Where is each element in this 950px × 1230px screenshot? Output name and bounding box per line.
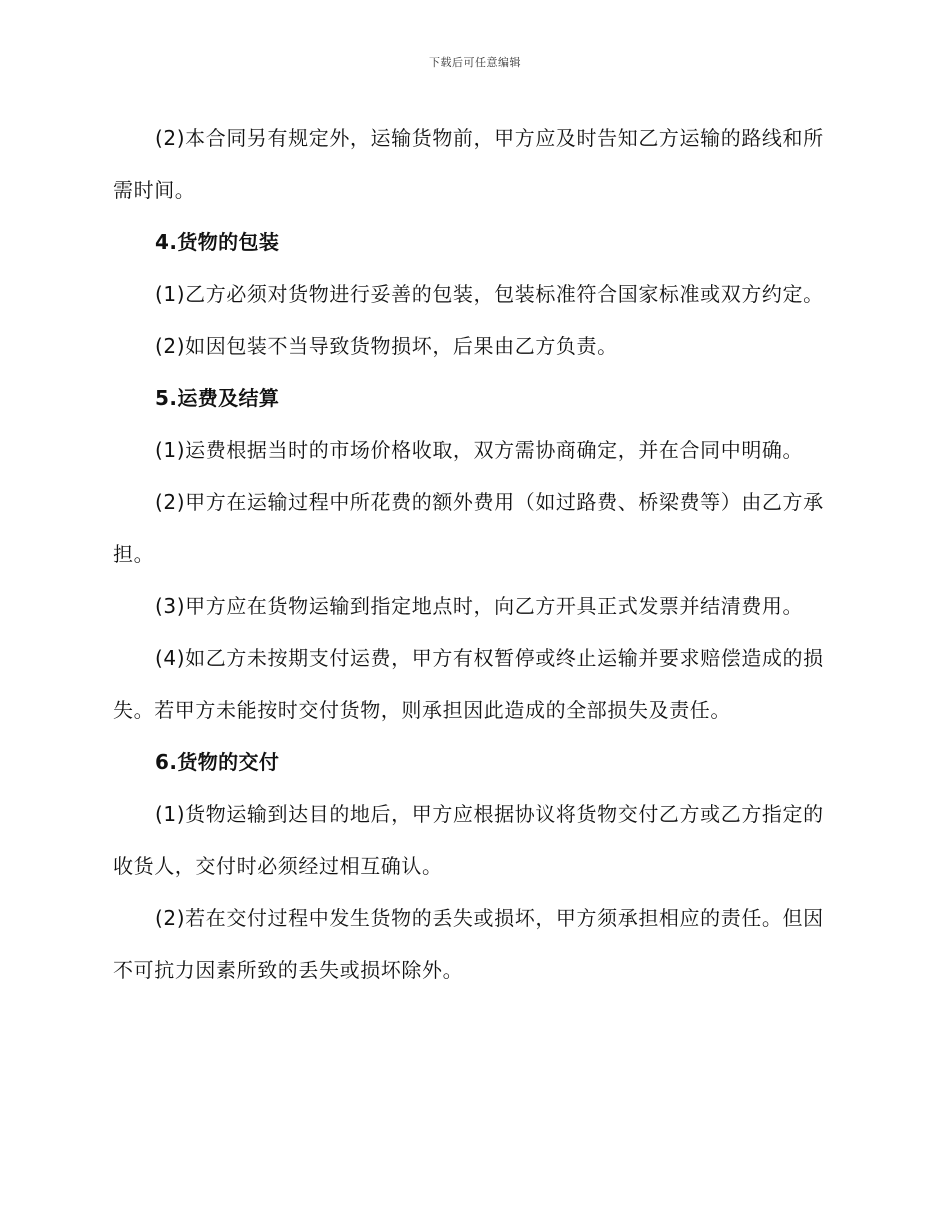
section-heading-delivery: 6.货物的交付 xyxy=(155,750,280,774)
document-body xyxy=(113,112,837,996)
page-header-note: 下载后可任意编辑 xyxy=(429,56,521,69)
section-heading-packaging: 4.货物的包装 xyxy=(155,230,280,254)
paragraph-packaging-standard: (1)乙方必须对货物进行妥善的包装，包装标准符合国家标准或双方约定。 xyxy=(155,282,824,306)
paragraph-packaging-damage: (2)如因包装不当导致货物损坏，后果由乙方负责。 xyxy=(155,334,618,358)
paragraph-extra-costs: (2)甲方在运输过程中所花费的额外费用（如过路费、桥梁费等）由乙方承担。 xyxy=(113,490,824,566)
section-heading-freight-settlement: 5.运费及结算 xyxy=(155,386,280,410)
paragraph-route-notice: (2)本合同另有规定外，运输货物前，甲方应及时告知乙方运输的路线和所需时间。 xyxy=(113,126,824,202)
paragraph-invoice: (3)甲方应在货物运输到指定地点时，向乙方开具正式发票并结清费用。 xyxy=(155,594,804,618)
paragraph-freight-price: (1)运费根据当时的市场价格收取，双方需协商确定，并在合同中明确。 xyxy=(155,438,804,462)
paragraph-delivery-confirmation: (1)货物运输到达目的地后，甲方应根据协议将货物交付乙方或乙方指定的收货人，交付时必须经过相互确认。 xyxy=(113,802,824,878)
paragraph-loss-damage: (2)若在交付过程中发生货物的丢失或损坏，甲方须承担相应的责任。但因不可抗力因素所致的丢失或损坏除外。 xyxy=(113,906,824,982)
paragraph-late-payment: (4)如乙方未按期支付运费，甲方有权暂停或终止运输并要求赔偿造成的损失。若甲方未能按时交付货物，则承担因此造成的全部损失及责任。 xyxy=(113,646,824,722)
